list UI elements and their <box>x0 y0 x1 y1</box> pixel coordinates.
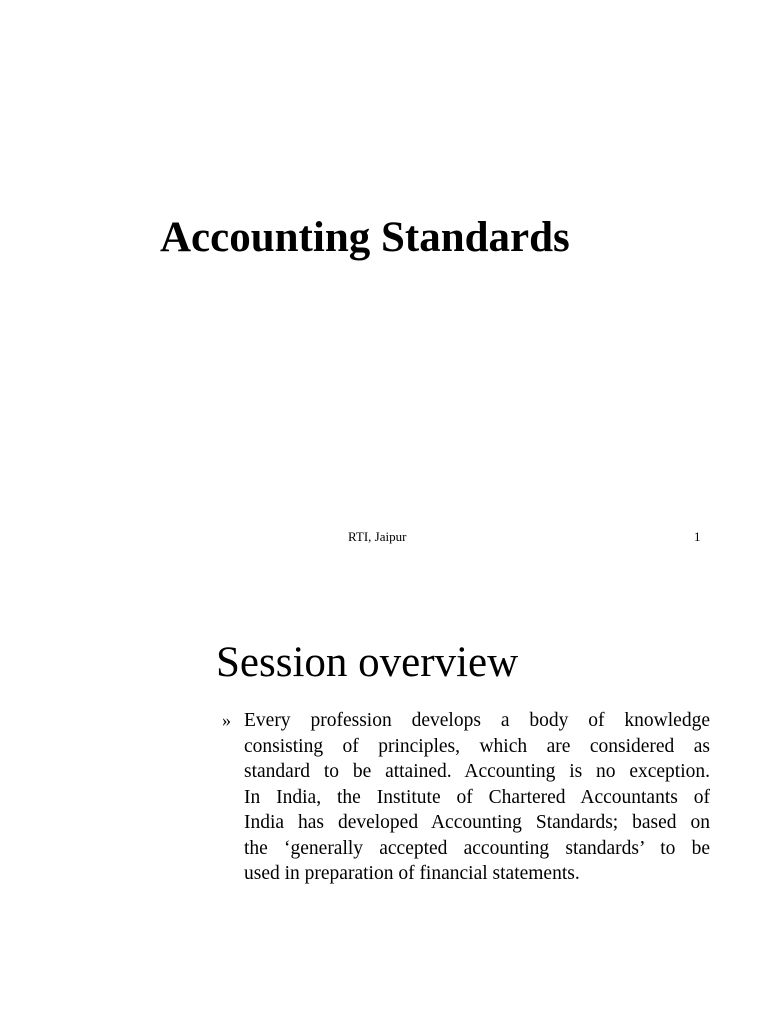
paragraph-line: Every profession develops a body of knowledge <box>244 710 710 731</box>
paragraph-line: In India, the Institute of Chartered Accountants of <box>244 786 710 808</box>
paragraph-line: used in preparation of financial statements. <box>244 863 580 884</box>
slide-title: Accounting Standards <box>160 214 570 261</box>
page-number: 1 <box>694 529 701 544</box>
bullet-icon: » <box>222 710 231 730</box>
paragraph-line: consisting of principles, which are considered as <box>244 735 710 757</box>
footer-source: RTI, Jaipur <box>348 529 407 544</box>
paragraph-line: India has developed Accounting Standards; based on <box>244 812 710 833</box>
paragraph-line: standard to be attained. Accounting is no exception. <box>244 761 710 782</box>
paragraph-line: the ‘generally accepted accounting standards’ to be <box>244 837 710 859</box>
section-heading: Session overview <box>216 639 519 686</box>
bullet-paragraph <box>244 708 710 887</box>
